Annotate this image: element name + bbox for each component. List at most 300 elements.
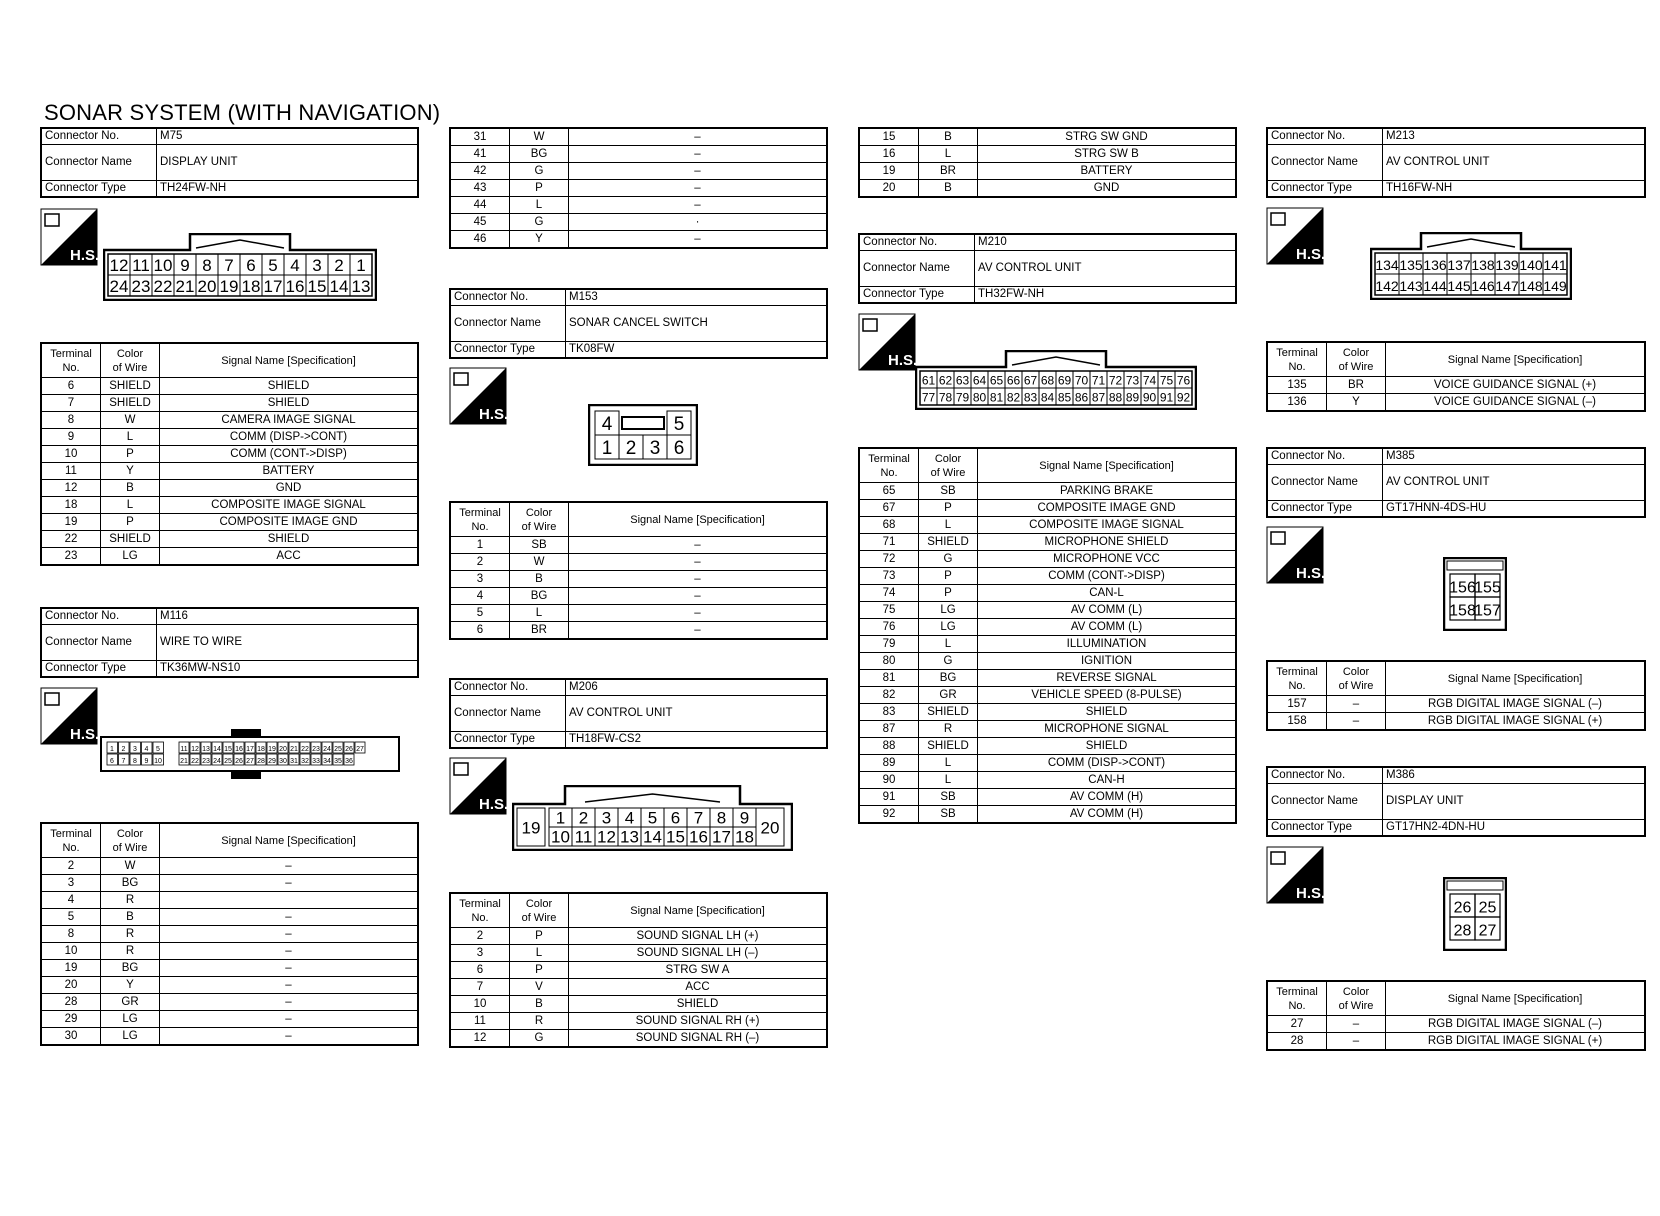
wire-color: L	[510, 605, 569, 622]
pin-label: 147	[1495, 277, 1519, 294]
signal-name: –	[569, 163, 828, 180]
terminal-no: 1	[450, 537, 510, 554]
terminal-no: 2	[450, 554, 510, 571]
pin-label: 22	[191, 758, 199, 765]
wire-color: BG	[510, 146, 569, 163]
signal-name: COMM (DISP->CONT)	[160, 429, 419, 446]
connector-diagram	[915, 350, 1197, 410]
pin-label: 23	[131, 276, 151, 296]
hs-icon	[40, 687, 100, 747]
terminal-no: 6	[450, 962, 510, 979]
label-connector-no: Connector No.	[1267, 448, 1383, 465]
pin-label: 3	[601, 808, 612, 828]
pin-label: 2	[625, 438, 637, 460]
pin-label: 89	[1125, 390, 1140, 405]
table-row	[450, 622, 827, 640]
signal-name: MICROPHONE SIGNAL	[978, 721, 1237, 738]
pin-label: 26	[1453, 899, 1472, 917]
pin-label: 88	[1108, 390, 1123, 405]
pin-label: 15	[224, 746, 232, 753]
table-row	[859, 806, 1236, 824]
pin-label: 141	[1543, 256, 1567, 273]
pin-label: 2	[578, 808, 589, 828]
terminal-no: 5	[450, 605, 510, 622]
wire-color-header	[510, 893, 569, 928]
wire-color: SB	[919, 483, 978, 500]
connector-face-m153	[588, 404, 698, 471]
pin-label: 4	[624, 808, 635, 828]
connector-no: M213	[1383, 128, 1646, 145]
label-connector-type: Connector Type	[1267, 181, 1383, 198]
wire-color: Y	[510, 231, 569, 249]
pin-label: 5	[268, 255, 278, 275]
signal-name-header: Signal Name [Specification]	[1386, 661, 1646, 696]
signal-name: –	[160, 909, 419, 926]
table-row	[41, 429, 418, 446]
pin-label: 9	[144, 758, 149, 765]
hs-icon	[449, 757, 509, 817]
pin-label: 12	[191, 746, 199, 753]
pin-label: 33	[312, 758, 320, 765]
terminal-no: 87	[859, 721, 919, 738]
table-row	[450, 231, 827, 249]
color-header-line: Color	[116, 827, 144, 840]
terminal-no: 15	[859, 128, 919, 146]
wire-color: SHIELD	[101, 378, 160, 395]
pin-label: 36	[345, 758, 353, 765]
terminal-no-header	[450, 502, 510, 537]
terminal-table-m153	[449, 501, 828, 640]
terminal-header-line: Terminal	[1276, 346, 1318, 359]
signal-name	[160, 892, 419, 909]
terminal-no: 76	[859, 619, 919, 636]
pin-label: 20	[760, 818, 780, 838]
table-row	[859, 551, 1236, 568]
pin-label: 1	[110, 746, 114, 753]
wire-color: LG	[101, 1011, 160, 1028]
terminal-no: 79	[859, 636, 919, 653]
table-header-row	[450, 893, 827, 928]
table-row	[41, 1011, 418, 1028]
pin-label: 31	[290, 758, 298, 765]
pin-label: 70	[1074, 373, 1089, 388]
pin-label: 5	[673, 414, 685, 436]
pin-label: 10	[154, 758, 162, 765]
wire-color: –	[1327, 696, 1386, 713]
hs-label: H.S.	[888, 352, 918, 369]
signal-name: RGB DIGITAL IMAGE SIGNAL (+)	[1386, 713, 1646, 731]
table-row	[859, 163, 1236, 180]
wire-color: BG	[101, 875, 160, 892]
wire-color: G	[510, 1030, 569, 1048]
table-row	[41, 497, 418, 514]
wire-color-header	[1327, 661, 1386, 696]
pin-label: 35	[334, 758, 342, 765]
connector-no: M153	[566, 289, 828, 306]
pin-label: 145	[1447, 277, 1471, 294]
pin-label: 6	[110, 758, 114, 765]
wire-color-header	[1327, 342, 1386, 377]
terminal-no: 29	[41, 1011, 101, 1028]
terminal-no-header	[1267, 661, 1327, 696]
table-row	[859, 483, 1236, 500]
signal-name: –	[160, 943, 419, 960]
terminal-table-m116-continued	[449, 127, 828, 249]
terminal-no: 9	[41, 429, 101, 446]
pin-label: 6	[246, 255, 256, 275]
signal-name: RGB DIGITAL IMAGE SIGNAL (–)	[1386, 696, 1646, 713]
signal-name: AV COMM (L)	[978, 619, 1237, 636]
pin-label: 25	[334, 746, 342, 753]
signal-name: –	[569, 128, 828, 146]
pin-label: 28	[1453, 922, 1472, 940]
table-row	[859, 653, 1236, 670]
connector-name: AV CONTROL UNIT	[975, 251, 1237, 287]
pin-label: 149	[1543, 277, 1567, 294]
wire-color: R	[101, 892, 160, 909]
terminal-header-line: Terminal	[50, 827, 92, 840]
hs-label: H.S.	[479, 796, 509, 813]
terminal-header-line: No.	[1288, 999, 1306, 1012]
wire-color: G	[510, 214, 569, 231]
pin-label: 77	[921, 390, 936, 405]
terminal-no: 73	[859, 568, 919, 585]
signal-name: AV COMM (H)	[978, 806, 1237, 824]
pin-label: 76	[1176, 373, 1191, 388]
signal-name: GND	[160, 480, 419, 497]
table-row	[1267, 696, 1645, 713]
table-row	[450, 537, 827, 554]
terminal-no-header	[450, 893, 510, 928]
pin-label: 6	[670, 808, 681, 828]
table-row	[41, 875, 418, 892]
wire-color: L	[510, 197, 569, 214]
signal-name: SHIELD	[978, 704, 1237, 721]
wire-color: L	[919, 755, 978, 772]
hs-icon	[1266, 846, 1326, 906]
pin-label: 63	[955, 373, 970, 388]
wire-color: LG	[101, 1028, 160, 1046]
hs-label: H.S.	[70, 247, 100, 264]
terminal-header-line: Terminal	[868, 452, 910, 465]
connector-diagram	[1443, 557, 1507, 631]
pin-label: 19	[219, 276, 239, 296]
table-row	[41, 909, 418, 926]
pin-label: 138	[1471, 256, 1495, 273]
connector-name: DISPLAY UNIT	[157, 145, 419, 181]
table-row	[41, 977, 418, 994]
terminal-table-m75	[40, 342, 419, 566]
wire-color: R	[510, 1013, 569, 1030]
signal-name: ACC	[160, 548, 419, 566]
wire-color: GR	[101, 994, 160, 1011]
signal-name: BATTERY	[978, 163, 1237, 180]
terminal-no: 68	[859, 517, 919, 534]
pin-label: 135	[1399, 256, 1423, 273]
wire-color: W	[510, 554, 569, 571]
pin-label: 90	[1142, 390, 1157, 405]
pin-label: 67	[1023, 373, 1038, 388]
pin-label: 9	[180, 255, 190, 275]
connector-diagram	[1370, 232, 1572, 300]
table-row	[41, 892, 418, 909]
table-row	[859, 500, 1236, 517]
wire-color: P	[919, 585, 978, 602]
terminal-no: 67	[859, 500, 919, 517]
terminal-no: 158	[1267, 713, 1327, 731]
wire-color: L	[510, 945, 569, 962]
wire-color: SB	[919, 806, 978, 824]
signal-name: –	[569, 537, 828, 554]
hs-label: H.S.	[479, 406, 509, 423]
table-row	[1267, 377, 1645, 394]
terminal-no: 135	[1267, 377, 1327, 394]
terminal-no: 20	[859, 180, 919, 198]
connector-diagram	[100, 726, 400, 782]
terminal-table-m213	[1266, 341, 1646, 412]
color-header-line: of Wire	[112, 361, 148, 374]
connector-info-m213	[1266, 127, 1646, 198]
hs-icon	[40, 208, 100, 268]
terminal-no-header	[859, 448, 919, 483]
signal-name-header: Signal Name [Specification]	[1386, 342, 1646, 377]
label-connector-name: Connector Name	[450, 306, 566, 342]
table-header-row	[450, 502, 827, 537]
table-row	[859, 704, 1236, 721]
label-connector-type: Connector Type	[1267, 820, 1383, 837]
table-header-row	[1267, 981, 1645, 1016]
connector-info-m385	[1266, 447, 1646, 518]
wire-color: L	[919, 517, 978, 534]
wire-color: L	[919, 146, 978, 163]
pin-label: 85	[1057, 390, 1072, 405]
pin-label: 27	[356, 746, 364, 753]
table-row	[1267, 1033, 1645, 1051]
signal-name: ·	[569, 214, 828, 231]
connector-diagram	[588, 404, 698, 466]
pin-label: 136	[1423, 256, 1447, 273]
terminal-no: 28	[41, 994, 101, 1011]
signal-name: –	[160, 994, 419, 1011]
terminal-no: 20	[41, 977, 101, 994]
signal-name: –	[160, 875, 419, 892]
pin-label: 29	[268, 758, 276, 765]
connector-info-m386	[1266, 766, 1646, 837]
terminal-header-line: Terminal	[1276, 665, 1318, 678]
pin-label: 82	[1006, 390, 1021, 405]
terminal-no: 7	[41, 395, 101, 412]
signal-name: AV COMM (H)	[978, 789, 1237, 806]
table-row	[859, 755, 1236, 772]
table-row	[450, 588, 827, 605]
table-row	[859, 738, 1236, 755]
table-row	[450, 571, 827, 588]
table-row	[1267, 394, 1645, 412]
label-connector-type: Connector Type	[41, 181, 157, 198]
terminal-table-m206	[449, 892, 828, 1048]
table-row	[450, 928, 827, 945]
terminal-no-header	[41, 343, 101, 378]
label-connector-no: Connector No.	[450, 289, 566, 306]
terminal-no: 12	[450, 1030, 510, 1048]
color-header-line: Color	[525, 897, 553, 910]
pin-label: 7	[121, 758, 126, 765]
wire-color: B	[510, 571, 569, 588]
wire-color: W	[101, 858, 160, 875]
connector-type: TH32FW-NH	[975, 287, 1237, 304]
pin-label: 24	[323, 746, 331, 753]
table-row	[41, 926, 418, 943]
terminal-no: 157	[1267, 696, 1327, 713]
pin-label: 16	[235, 746, 243, 753]
label-connector-name: Connector Name	[1267, 465, 1383, 501]
wire-color: P	[101, 446, 160, 463]
terminal-header-line: No.	[62, 361, 80, 374]
wire-color: SB	[919, 789, 978, 806]
pin-label: 64	[972, 373, 987, 388]
signal-name: COMM (CONT->DISP)	[978, 568, 1237, 585]
table-row	[450, 1013, 827, 1030]
connector-info-m75	[40, 127, 419, 198]
label-connector-type: Connector Type	[41, 661, 157, 678]
signal-name-header: Signal Name [Specification]	[978, 448, 1237, 483]
pin-label: 157	[1474, 602, 1501, 620]
table-row	[859, 128, 1236, 146]
terminal-no: 82	[859, 687, 919, 704]
connector-no: M385	[1383, 448, 1646, 465]
pin-label: 11	[180, 746, 188, 753]
table-row	[859, 534, 1236, 551]
pin-label: 86	[1074, 390, 1089, 405]
color-header-line: Color	[934, 452, 962, 465]
table-row	[859, 517, 1236, 534]
terminal-no: 12	[41, 480, 101, 497]
terminal-no: 2	[41, 858, 101, 875]
signal-name: MICROPHONE VCC	[978, 551, 1237, 568]
wire-color: R	[919, 721, 978, 738]
pin-label: 6	[673, 438, 685, 460]
pin-label: 13	[202, 746, 210, 753]
pin-label: 5	[647, 808, 658, 828]
color-header-line: of Wire	[521, 911, 557, 924]
wire-color: Y	[101, 977, 160, 994]
wire-color: P	[919, 500, 978, 517]
terminal-no: 81	[859, 670, 919, 687]
terminal-no: 71	[859, 534, 919, 551]
wire-color: BR	[919, 163, 978, 180]
wire-color: R	[101, 926, 160, 943]
terminal-header-line: Terminal	[459, 897, 501, 910]
wire-color: LG	[919, 602, 978, 619]
terminal-no: 27	[1267, 1016, 1327, 1033]
signal-name: BATTERY	[160, 463, 419, 480]
table-row	[859, 619, 1236, 636]
terminal-no: 80	[859, 653, 919, 670]
terminal-no-header	[1267, 342, 1327, 377]
connector-name: DISPLAY UNIT	[1383, 784, 1646, 820]
table-row	[41, 395, 418, 412]
terminal-no: 65	[859, 483, 919, 500]
label-connector-name: Connector Name	[450, 696, 566, 732]
table-row	[450, 1030, 827, 1048]
pin-label: 19	[268, 746, 276, 753]
table-row	[41, 412, 418, 429]
hs-icon	[449, 367, 509, 427]
signal-name: SHIELD	[978, 738, 1237, 755]
label-connector-no: Connector No.	[1267, 767, 1383, 784]
pin-label: 139	[1495, 256, 1519, 273]
signal-name: –	[569, 180, 828, 197]
table-header-row	[41, 823, 418, 858]
terminal-no: 23	[41, 548, 101, 566]
connector-face-m206	[512, 785, 793, 856]
table-row	[41, 960, 418, 977]
pin-label: 142	[1375, 277, 1399, 294]
connector-diagram	[512, 785, 793, 851]
terminal-no: 16	[859, 146, 919, 163]
signal-name: –	[569, 554, 828, 571]
pin-label: 78	[938, 390, 953, 405]
pin-label: 20	[279, 746, 287, 753]
pin-label: 8	[716, 808, 727, 828]
table-row	[41, 378, 418, 395]
connector-diagram	[1443, 877, 1507, 951]
wire-color: P	[919, 568, 978, 585]
table-row	[41, 994, 418, 1011]
table-row	[41, 1028, 418, 1046]
wire-color: Y	[1327, 394, 1386, 412]
pin-label: 22	[301, 746, 309, 753]
color-header-line: of Wire	[1338, 679, 1374, 692]
table-row	[859, 602, 1236, 619]
pin-label: 158	[1449, 602, 1476, 620]
wire-color: G	[919, 653, 978, 670]
signal-name: STRG SW GND	[978, 128, 1237, 146]
pin-label: 66	[1006, 373, 1021, 388]
signal-name: COMPOSITE IMAGE SIGNAL	[978, 517, 1237, 534]
table-row	[450, 554, 827, 571]
terminal-no: 43	[450, 180, 510, 197]
signal-name: SHIELD	[569, 996, 828, 1013]
pin-label: 91	[1159, 390, 1174, 405]
connector-name: WIRE TO WIRE	[157, 625, 419, 661]
connector-info-m116	[40, 607, 419, 678]
terminal-no: 28	[1267, 1033, 1327, 1051]
wire-color-header	[510, 502, 569, 537]
pin-label: 75	[1159, 373, 1174, 388]
table-row	[41, 548, 418, 566]
connector-diagram	[103, 233, 377, 301]
signal-name: SHIELD	[160, 531, 419, 548]
pin-label: 87	[1091, 390, 1106, 405]
wire-color: BR	[1327, 377, 1386, 394]
color-header-line: Color	[116, 347, 144, 360]
pin-label: 10	[153, 255, 173, 275]
connector-face-m210	[915, 350, 1197, 415]
color-header-line: Color	[1342, 665, 1370, 678]
terminal-no-header	[41, 823, 101, 858]
pin-label: 4	[290, 255, 300, 275]
table-header-row	[41, 343, 418, 378]
terminal-no: 42	[450, 163, 510, 180]
wire-color: B	[510, 996, 569, 1013]
hs-icon	[858, 313, 918, 373]
wire-color-header	[1327, 981, 1386, 1016]
pin-label: 144	[1423, 277, 1447, 294]
terminal-no: 19	[41, 514, 101, 531]
lock-tab	[231, 729, 261, 737]
pin-label: 17	[712, 827, 731, 847]
